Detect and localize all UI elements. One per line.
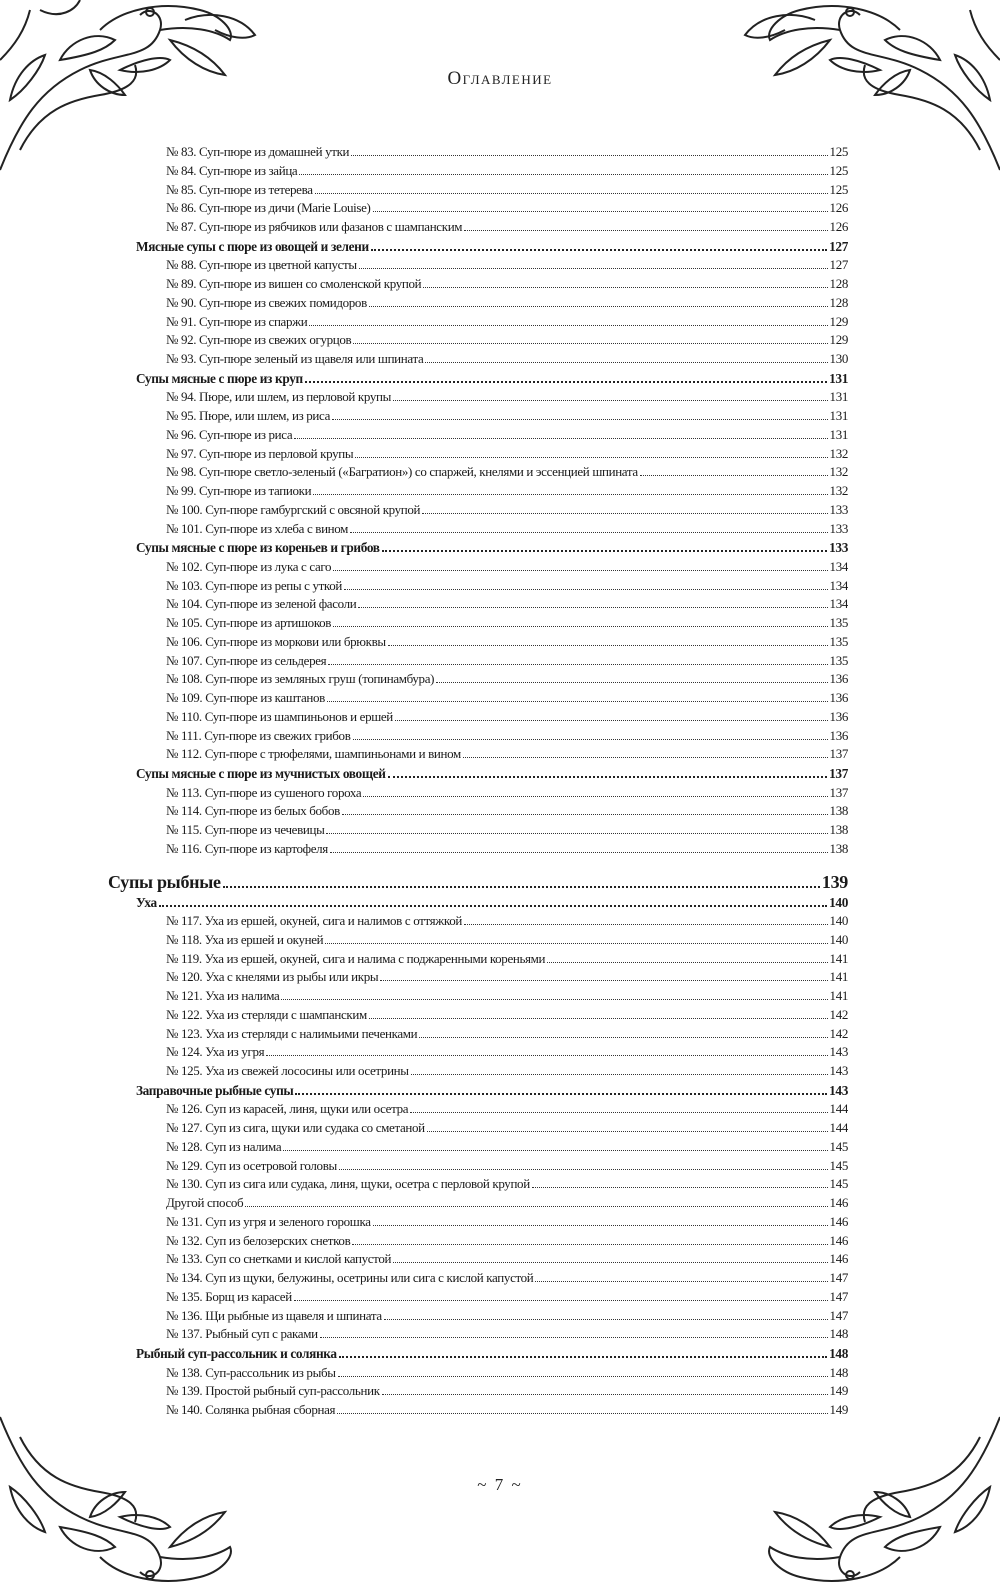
toc-entry[interactable]	[108, 463, 848, 482]
toc-entry-title: Уха	[136, 894, 157, 910]
dot-leader	[369, 1006, 828, 1019]
toc-entry-page: 141	[829, 950, 848, 966]
dot-leader	[393, 1250, 827, 1263]
toc-entry[interactable]	[108, 1382, 848, 1401]
toc-entry-page: 133	[829, 520, 848, 536]
toc-entry-page: 132	[829, 464, 848, 480]
toc-entry-page: 146	[829, 1232, 848, 1248]
toc-entry-page: 131	[829, 408, 848, 423]
toc-entry-page: 131	[829, 426, 848, 442]
toc-entry-page: 145	[829, 1138, 848, 1154]
dot-leader	[342, 802, 828, 815]
dot-leader	[295, 1081, 827, 1095]
toc-section[interactable]	[108, 893, 848, 913]
dot-leader	[351, 143, 827, 156]
toc-entry-title: Супы мясные с пюре из круп	[136, 370, 303, 386]
toc-entry-page: 143	[829, 1044, 848, 1060]
dot-leader	[419, 1025, 827, 1038]
toc-entry-page: 140	[829, 913, 848, 928]
toc-entry-title: № 93. Суп-пюре зеленый из щавеля или шпината	[166, 351, 424, 366]
toc-entry-page: 132	[829, 483, 848, 498]
toc-entry-title: № 119. Уха из ершей, окуней, сига и налима с поджаренными кореньями	[166, 950, 546, 966]
toc-entry-page: 148	[829, 1326, 848, 1342]
toc-entry[interactable]	[108, 950, 848, 969]
toc-entry[interactable]	[108, 445, 848, 464]
dot-leader	[326, 821, 827, 834]
toc-entry[interactable]	[108, 1194, 848, 1213]
toc-entry-title: № 91. Суп-пюре из спаржи	[166, 313, 308, 329]
toc-entry-title: № 123. Уха из стерляди с налимьими печенками	[166, 1025, 418, 1041]
toc-entry-page: 149	[829, 1383, 848, 1399]
toc-entry-page: 131	[829, 389, 848, 405]
toc-entry-page: 126	[829, 219, 848, 234]
toc-entry-title: № 134. Суп из щуки, белужины, осетрины или сига с кислой капустой	[166, 1270, 534, 1285]
dot-leader	[294, 1288, 828, 1301]
toc-entry-page: 146	[829, 1195, 848, 1210]
toc-entry-title: № 95. Пюре, или шлем, из риса	[166, 408, 331, 423]
toc-entry[interactable]	[108, 275, 848, 294]
dot-leader	[464, 912, 828, 925]
dot-leader	[325, 931, 827, 944]
dot-leader	[333, 614, 827, 627]
toc-entry[interactable]	[108, 1138, 848, 1157]
dot-leader	[328, 652, 827, 665]
toc-entry-title: Супы рыбные	[108, 871, 221, 892]
toc-entry[interactable]	[108, 1364, 848, 1383]
toc-entry[interactable]	[108, 199, 848, 218]
toc-entry-title: № 111. Суп-пюре из свежих грибов	[166, 727, 351, 743]
dot-leader	[382, 538, 827, 552]
toc-entry[interactable]	[108, 1157, 848, 1176]
toc-entry[interactable]	[108, 181, 848, 200]
toc-entry-title: № 100. Суп-пюре гамбургский с овсяной крупой	[166, 501, 421, 517]
toc-entry-title: Другой способ	[166, 1195, 244, 1210]
toc-entry-title: № 105. Суп-пюре из артишоков	[166, 615, 332, 630]
toc-entry-page: 149	[829, 1402, 848, 1417]
toc-section[interactable]	[108, 1081, 848, 1101]
toc-entry-title: № 137. Рыбный суп с раками	[166, 1326, 318, 1342]
dot-leader	[355, 445, 827, 458]
toc-entry[interactable]	[108, 1269, 848, 1288]
dot-leader	[410, 1100, 827, 1113]
dot-leader	[422, 501, 827, 514]
toc-entry-title: № 128. Суп из налима	[166, 1138, 282, 1154]
toc-entry-title: № 109. Суп-пюре из каштанов	[166, 690, 325, 705]
toc-entry[interactable]	[108, 745, 848, 764]
dot-leader	[358, 595, 827, 608]
toc-entry[interactable]	[108, 558, 848, 577]
toc-entry-title: № 94. Пюре, или шлем, из перловой крупы	[166, 389, 391, 405]
toc-entry-title: № 136. Щи рыбные из щавеля и шпината	[166, 1307, 382, 1323]
toc-entry-page: 131	[829, 370, 848, 386]
toc-entry-page: 129	[829, 332, 848, 348]
toc-entry-page: 126	[829, 200, 848, 216]
toc-entry-title: № 117. Уха из ершей, окуней, сига и налимов с оттяжкой	[166, 913, 462, 928]
toc-entry-title: Рыбный суп-рассольник и солянка	[136, 1346, 337, 1361]
toc-entry[interactable]	[108, 1250, 848, 1269]
toc-entry-title: № 108. Суп-пюре из земляных груш (топинамбура)	[166, 671, 435, 687]
toc-entry-title: № 103. Суп-пюре из репы с уткой	[166, 577, 342, 593]
dot-leader	[327, 689, 828, 702]
toc-entry-page: 138	[829, 840, 848, 856]
dot-leader	[299, 162, 827, 175]
toc-entry[interactable]	[108, 987, 848, 1006]
toc-entry[interactable]	[108, 652, 848, 671]
toc-entry-title: № 132. Суп из белозерских снетков	[166, 1232, 351, 1248]
toc-entry-page: 134	[829, 558, 848, 574]
toc-entry-page: 140	[829, 931, 848, 947]
dot-leader	[532, 1175, 828, 1188]
dot-leader	[333, 558, 827, 571]
toc-entry-title: № 129. Суп из осетровой головы	[166, 1157, 337, 1173]
dot-leader	[266, 1043, 827, 1056]
toc-entry[interactable]	[108, 388, 848, 407]
toc-entry-page: 140	[829, 894, 848, 910]
toc-entry[interactable]	[108, 350, 848, 369]
toc-entry[interactable]	[108, 143, 848, 162]
toc-entry-page: 137	[829, 746, 848, 762]
toc-entry[interactable]	[108, 501, 848, 520]
toc-entry[interactable]	[108, 931, 848, 950]
toc-entry-page: 127	[829, 238, 848, 254]
toc-entry-title: Мясные супы с пюре из овощей и зелени	[136, 238, 369, 254]
dot-leader	[353, 727, 828, 740]
dot-leader	[320, 1325, 828, 1338]
toc-entry-title: № 104. Суп-пюре из зеленой фасоли	[166, 596, 357, 612]
dot-leader	[344, 577, 828, 590]
toc-entry-title: № 127. Суп из сига, щуки или судака со сметаной	[166, 1120, 425, 1135]
toc-entry[interactable]	[108, 482, 848, 501]
toc-entry-title: Заправочные рыбные супы	[136, 1082, 294, 1098]
toc-entry[interactable]	[108, 840, 848, 859]
toc-entry-title: № 139. Простой рыбный суп-рассольник	[166, 1383, 380, 1399]
toc-entry-title: № 112. Суп-пюре с трюфелями, шампиньонами и вином	[166, 746, 461, 762]
toc-entry-page: 125	[829, 181, 848, 197]
toc-entry-title: № 113. Суп-пюре из сушеного гороха	[166, 784, 362, 800]
dot-leader	[281, 987, 827, 1000]
toc-entry-title: № 89. Суп-пюре из вишен со смоленской крупой	[166, 276, 422, 291]
dot-leader	[640, 463, 828, 476]
toc-entry-title: № 97. Суп-пюре из перловой крупы	[166, 445, 354, 461]
toc-entry-page: 147	[829, 1307, 848, 1323]
toc-entry-page: 139	[821, 871, 848, 892]
toc-entry[interactable]	[108, 633, 848, 652]
toc-entry-title: № 133. Суп со снетками и кислой капустой	[166, 1251, 392, 1267]
toc-entry[interactable]	[108, 689, 848, 708]
toc-entry-title: № 110. Суп-пюре из шампиньонов и ершей	[166, 708, 393, 724]
dot-leader	[294, 426, 827, 439]
toc-entry-title: № 86. Суп-пюре из дичи (Marie Louise)	[166, 200, 371, 216]
toc-entry-page: 138	[829, 822, 848, 837]
toc-entry-page: 135	[829, 633, 848, 649]
toc-entry[interactable]	[108, 162, 848, 181]
toc-entry[interactable]	[108, 1325, 848, 1344]
page-title: Оглавление	[447, 68, 553, 89]
dot-leader	[353, 331, 827, 344]
toc-entry-title: Супы мясные с пюре из кореньев и грибов	[136, 540, 380, 556]
toc-entry[interactable]	[108, 1307, 848, 1326]
toc-entry-title: № 88. Суп-пюре из цветной капусты	[166, 257, 357, 273]
toc-entry-page: 128	[829, 294, 848, 310]
toc-entry[interactable]	[108, 968, 848, 987]
toc-entry[interactable]	[108, 784, 848, 803]
toc-entry-title: № 114. Суп-пюре из белых бобов	[166, 803, 340, 819]
toc-entry[interactable]	[108, 256, 848, 275]
toc-entry-title: № 99. Суп-пюре из тапиоки	[166, 483, 312, 498]
toc-entry-page: 138	[829, 803, 848, 819]
toc-entry[interactable]	[108, 1175, 848, 1194]
dot-leader	[535, 1269, 827, 1282]
dot-leader	[423, 275, 827, 288]
toc-entry-title: № 120. Уха с кнелями из рыбы или икры	[166, 969, 379, 985]
toc-entry-title: № 126. Суп из карасей, линя, щуки или осетра	[166, 1101, 409, 1117]
toc-entry[interactable]	[108, 426, 848, 445]
dot-leader	[425, 350, 827, 363]
toc-entry-page: 146	[829, 1251, 848, 1267]
toc-entry-page: 146	[829, 1213, 848, 1229]
toc-entry-page: 134	[829, 596, 848, 612]
toc-entry-page: 148	[829, 1364, 848, 1380]
toc-entry-page: 147	[829, 1270, 848, 1285]
toc-entry[interactable]	[108, 1006, 848, 1025]
toc-entry-title: № 131. Суп из угря и зеленого горошка	[166, 1213, 371, 1229]
toc-entry-title: № 130. Суп из сига или судака, линя, щуки, осетра с перловой крупой	[166, 1176, 530, 1192]
toc-entry-page: 136	[829, 671, 848, 687]
toc-entry-title: Супы мясные с пюре из мучнистых овощей	[136, 766, 386, 781]
toc-entry-page: 135	[829, 615, 848, 630]
dot-leader	[313, 482, 827, 495]
dot-leader	[384, 1307, 828, 1320]
toc-entry-title: № 101. Суп-пюре из хлеба с вином	[166, 520, 349, 536]
toc-entry[interactable]	[108, 1100, 848, 1119]
dot-leader	[380, 968, 827, 981]
toc-entry[interactable]	[108, 1288, 848, 1307]
toc-entry-page: 135	[829, 652, 848, 668]
toc-entry[interactable]	[108, 821, 848, 840]
table-of-contents	[108, 143, 848, 1420]
dot-leader	[283, 1138, 827, 1151]
dot-leader	[464, 218, 827, 231]
toc-entry[interactable]	[108, 595, 848, 614]
dot-leader	[330, 840, 828, 853]
toc-entry[interactable]	[108, 1401, 848, 1420]
page-number: ~ 7 ~	[477, 1475, 523, 1494]
toc-entry[interactable]	[108, 1119, 848, 1138]
dot-leader	[309, 313, 827, 326]
toc-entry[interactable]	[108, 577, 848, 596]
dot-leader	[436, 670, 827, 683]
toc-entry-page: 136	[829, 708, 848, 724]
dot-leader	[373, 1213, 828, 1226]
toc-entry-page: 134	[829, 577, 848, 593]
toc-entry-page: 130	[829, 351, 848, 366]
dot-leader	[393, 388, 828, 401]
toc-entry[interactable]	[108, 727, 848, 746]
toc-entry[interactable]	[108, 1043, 848, 1062]
toc-entry-page: 133	[829, 501, 848, 517]
toc-entry-title: № 96. Суп-пюре из риса	[166, 426, 293, 442]
toc-entry-page: 144	[829, 1101, 848, 1117]
toc-entry[interactable]	[108, 331, 848, 350]
toc-entry-title: № 135. Борщ из карасей	[166, 1288, 292, 1304]
toc-entry-title: № 122. Уха из стерляди с шампанским	[166, 1006, 367, 1022]
toc-entry-title: № 115. Суп-пюре из чечевицы	[166, 822, 325, 837]
toc-entry-title: № 121. Уха из налима	[166, 988, 280, 1003]
toc-entry-page: 137	[829, 784, 848, 800]
toc-entry-title: № 118. Уха из ершей и окуней	[166, 931, 324, 947]
dot-leader	[339, 1344, 827, 1358]
toc-entry[interactable]	[108, 294, 848, 313]
toc-entry-page: 143	[829, 1063, 848, 1078]
toc-entry-title: № 116. Суп-пюре из картофеля	[166, 840, 328, 856]
toc-entry-title: № 124. Уха из угря	[166, 1044, 265, 1060]
toc-entry-page: 144	[829, 1120, 848, 1135]
dot-leader	[350, 520, 827, 533]
toc-entry-title: № 83. Суп-пюре из домашней утки	[166, 144, 350, 159]
toc-entry[interactable]	[108, 912, 848, 931]
toc-entry[interactable]	[108, 708, 848, 727]
dot-leader	[388, 633, 828, 646]
dot-leader	[369, 294, 828, 307]
toc-entry-title: № 138. Суп-рассольник из рыбы	[166, 1364, 336, 1380]
toc-entry-page: 141	[829, 969, 848, 985]
dot-leader	[388, 764, 828, 778]
toc-entry[interactable]	[108, 670, 848, 689]
toc-entry-page: 127	[829, 257, 848, 273]
toc-section[interactable]	[108, 1344, 848, 1364]
toc-entry-title: № 107. Суп-пюре из сельдерея	[166, 652, 327, 668]
dot-leader	[337, 1401, 827, 1414]
toc-entry-page: 145	[829, 1176, 848, 1192]
dot-leader	[382, 1382, 828, 1395]
toc-section[interactable]	[108, 764, 848, 784]
dot-leader	[339, 1157, 828, 1170]
toc-entry-title: № 90. Суп-пюре из свежих помидоров	[166, 294, 367, 310]
dot-leader	[338, 1364, 828, 1377]
toc-section[interactable]	[108, 538, 848, 558]
toc-entry[interactable]	[108, 1025, 848, 1044]
dot-leader	[159, 893, 827, 907]
dot-leader	[463, 745, 828, 758]
toc-entry[interactable]	[108, 1232, 848, 1251]
dot-leader	[427, 1119, 828, 1132]
toc-section[interactable]	[108, 237, 848, 257]
toc-entry-title: № 106. Суп-пюре из моркови или брюквы	[166, 633, 386, 649]
dot-leader	[223, 872, 820, 888]
dot-leader	[359, 256, 828, 269]
toc-entry[interactable]	[108, 407, 848, 426]
dot-leader	[373, 199, 828, 212]
toc-entry[interactable]	[108, 1062, 848, 1081]
toc-entry-title: № 84. Суп-пюре из зайца	[166, 162, 298, 178]
dot-leader	[411, 1062, 828, 1075]
toc-entry-page: 142	[829, 1025, 848, 1041]
dot-leader	[363, 784, 827, 797]
toc-entry-page: 128	[829, 276, 848, 291]
toc-entry-title: № 98. Суп-пюре светло-зеленый («Багратион») со спаржей, кнелями и эссенцией шпината	[166, 464, 638, 480]
toc-entry-page: 132	[829, 445, 848, 461]
toc-entry-title: № 92. Суп-пюре из свежих огурцов	[166, 332, 352, 348]
toc-entry-title: № 140. Солянка рыбная сборная	[166, 1402, 336, 1417]
toc-entry-page: 136	[829, 727, 848, 743]
toc-entry[interactable]	[108, 614, 848, 633]
toc-entry-page: 147	[829, 1288, 848, 1304]
toc-entry-page: 136	[829, 690, 848, 705]
dot-leader	[245, 1194, 827, 1207]
toc-entry[interactable]	[108, 313, 848, 332]
toc-entry-page: 137	[829, 766, 848, 781]
toc-entry-page: 133	[829, 540, 848, 556]
toc-entry[interactable]	[108, 1213, 848, 1232]
toc-entry-page: 129	[829, 313, 848, 329]
dot-leader	[547, 950, 827, 963]
toc-entry-page: 145	[829, 1157, 848, 1173]
toc-entry-title: № 125. Уха из свежей лососины или осетрины	[166, 1063, 409, 1078]
dot-leader	[315, 181, 828, 194]
toc-entry-title: № 87. Суп-пюре из рябчиков или фазанов с шампанским	[166, 219, 463, 234]
toc-chapter[interactable]	[108, 871, 848, 893]
toc-entry-page: 148	[829, 1346, 848, 1361]
toc-entry-page: 125	[829, 144, 848, 159]
dot-leader	[305, 369, 827, 383]
dot-leader	[371, 237, 827, 251]
dot-leader	[332, 407, 828, 420]
toc-entry[interactable]	[108, 218, 848, 237]
toc-entry-page: 125	[829, 162, 848, 178]
toc-entry[interactable]	[108, 802, 848, 821]
dot-leader	[352, 1232, 827, 1245]
toc-entry-page: 142	[829, 1006, 848, 1022]
toc-entry-title: № 102. Суп-пюре из лука с саго	[166, 558, 332, 574]
toc-section[interactable]	[108, 369, 848, 389]
dot-leader	[395, 708, 828, 721]
toc-entry-page: 143	[829, 1082, 848, 1098]
toc-entry-title: № 85. Суп-пюре из тетерева	[166, 181, 313, 197]
toc-entry[interactable]	[108, 520, 848, 539]
toc-entry-page: 141	[829, 988, 848, 1003]
